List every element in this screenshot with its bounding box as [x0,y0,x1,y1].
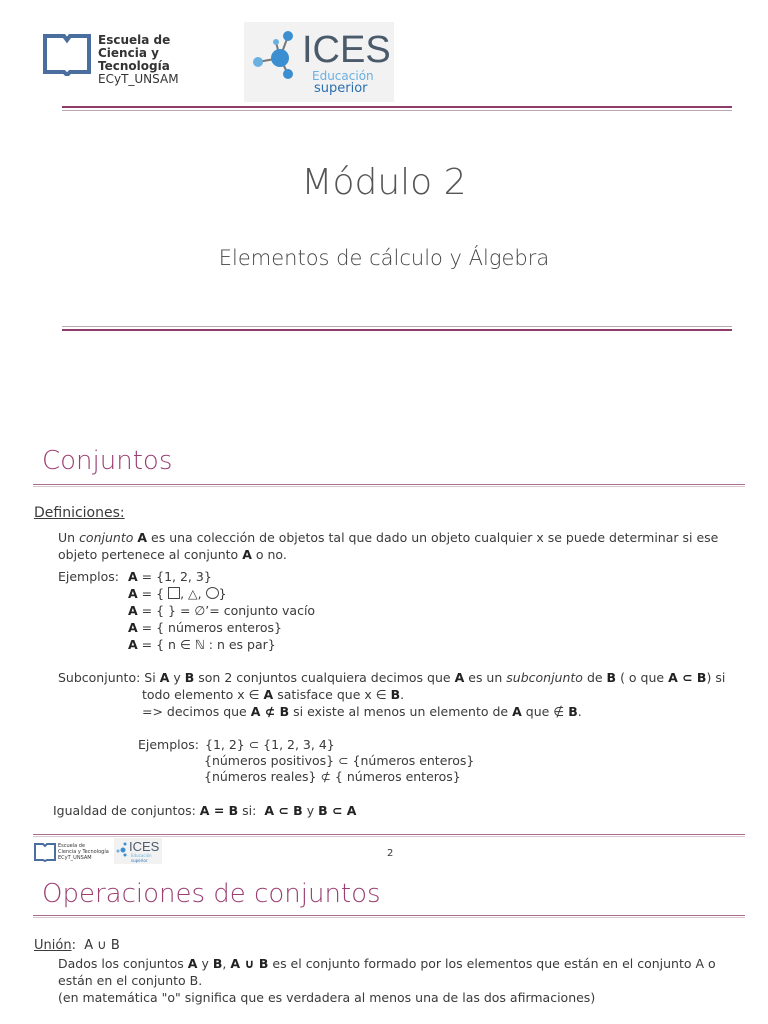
footer-ecyt-logo [34,840,110,864]
ecyt-line2: Ciencia y Tecnología [98,46,170,73]
union-line-1: Dados los conjuntos A y B, A ∪ B es el conjunto formado por los elementos que están en el conjunto A o [58,956,716,971]
book-icon [42,32,92,76]
sub-example-2: {números positivos} ⊂ {números enteros} [204,753,475,768]
footer-ecyt-line2: Ciencia y Tecnología [58,849,109,855]
ejemplos-label: Ejemplos: [58,569,120,584]
cover-divider [62,326,732,331]
footer-ecyt-line1: Escuela de [58,843,86,849]
union-heading: Unión: A ∪ B [34,938,120,953]
ices-sub2: superior [314,81,368,96]
section-heading-operaciones: Operaciones de conjuntos [42,879,381,909]
header-divider [62,106,732,111]
triangle-icon: △ [188,586,198,601]
definiciones-label: Definiciones: [34,505,125,521]
ecyt-line3: ECyT_UNSAM [98,72,179,86]
footer-ices-logo [114,838,162,864]
footer-ices-sub1: Educación [131,853,152,858]
ices-name: ICES [302,29,391,71]
definition-line-1: Un conjunto A es una colección de objetos tal que dado un objeto cualquier x se puede determinar si ese [58,530,719,545]
footer-divider [33,834,745,835]
ecyt-line1: Escuela de [98,33,171,47]
subconjunto-line-2: todo elemento x ∈ A satisface que x ∈ B. [142,687,405,702]
ices-logo [244,22,394,102]
sub-example-3: {números reales} ⊄ { números enteros} [204,769,461,784]
definition-line-2: objeto pertenece al conjunto A o no. [58,547,287,562]
example-2: A = { , △, } [128,586,227,601]
page-number: 2 [387,848,394,859]
square-icon [168,587,180,599]
example-1: A = {1, 2, 3} [128,569,212,584]
section-divider [33,484,745,485]
section-heading-conjuntos: Conjuntos [42,446,173,476]
sub-example-1: {1, 2} ⊂ {1, 2, 3, 4} [205,737,335,752]
footer-ecyt-line3: ECyT_UNSAM [58,855,92,861]
molecule-icon [248,28,300,90]
union-line-2: están en el conjunto B. [58,973,203,988]
sub-ejemplos-label: Ejemplos: [138,737,200,752]
page-title: Módulo 2 [301,162,467,203]
molecule-icon [116,842,128,858]
ices-sub1: Educación [312,69,374,83]
subconjunto-line-1: Subconjunto: Si A y B son 2 conjuntos cualquiera decimos que A es un subconjunto de B ( o que A ⊂ B) si [58,670,726,685]
subconjunto-line-3: => decimos que A ⊄ B si existe al menos un elemento de A que ∉ B. [142,704,582,719]
igualdad-line: Igualdad de conjuntos: A = B si: A ⊂ B y B ⊂ A [53,803,357,818]
example-3: A = { } = ∅’= conjunto vacío [128,603,316,618]
page-subtitle: Elementos de cálculo y Álgebra [218,246,550,270]
example-5: A = { n ∈ ℕ : n es par} [128,637,276,652]
union-line-3: (en matemática "o" significa que es verdadera al menos una de las dos afirmaciones) [58,990,596,1005]
circle-icon [206,587,219,599]
section-divider [33,915,745,916]
book-icon [34,842,56,862]
footer-ices-sub2: superior [131,858,148,863]
footer-ices-name: ICES [129,839,160,854]
example-4: A = { números enteros} [128,620,282,635]
ecyt-logo [34,22,234,92]
